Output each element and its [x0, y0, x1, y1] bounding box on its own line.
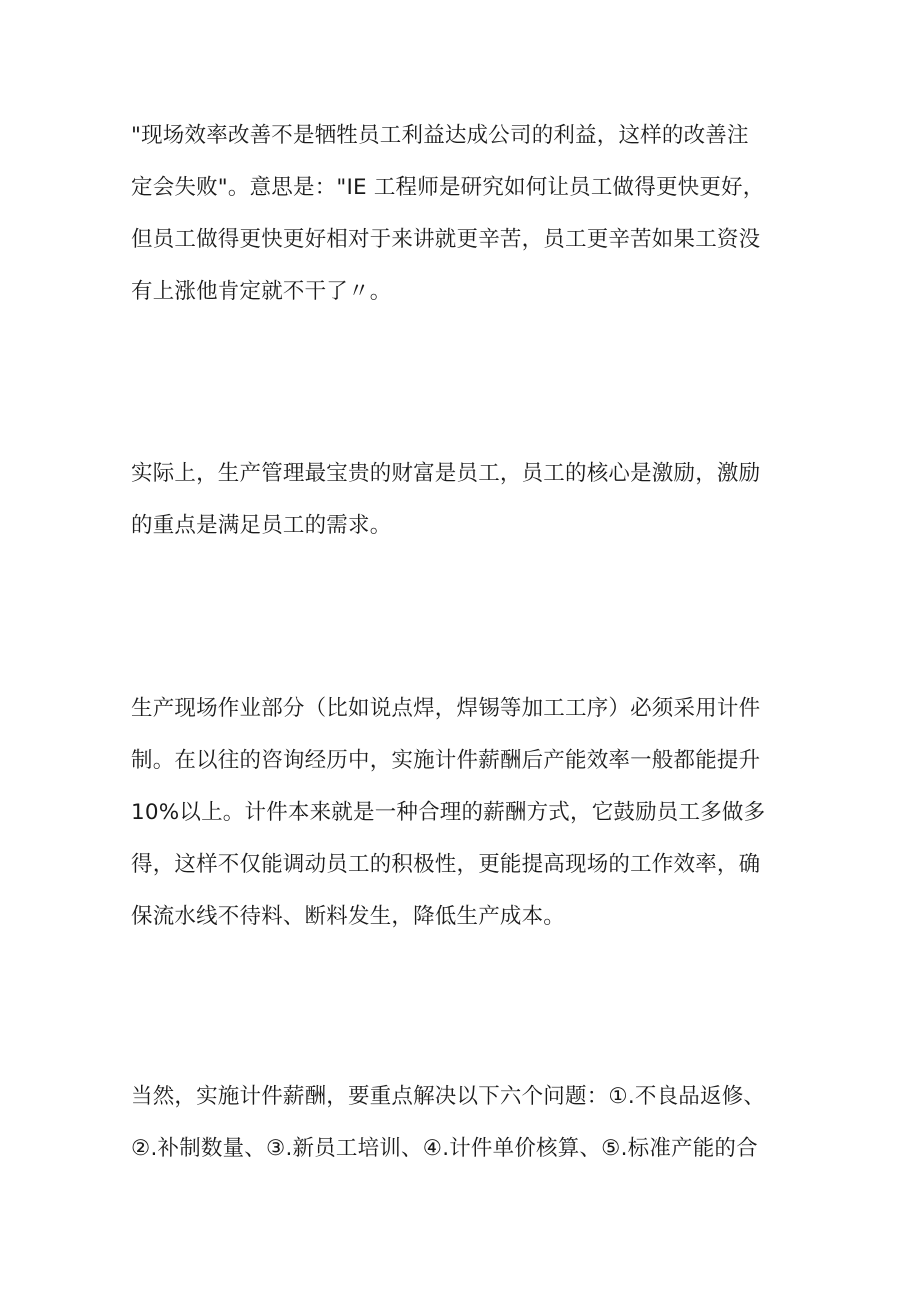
text-line: 保流水线不待料、断料发生，降低生产成本。 — [131, 904, 566, 929]
text-line: 但员工做得更快更好相对于来讲就更辛苦，员工更辛苦如果工资没 — [131, 227, 761, 252]
text-line: 当然，实施计件薪酬，要重点解决以下六个问题：①.不良品返修、 — [131, 1084, 766, 1109]
paragraph-six-issues — [131, 1071, 806, 1175]
text-line: 的重点是满足员工的需求。 — [131, 513, 392, 538]
paragraph-efficiency-improvement — [131, 110, 806, 318]
text-line: ②.补制数量、③.新员工培训、④.计件单价核算、⑤.标准产能的合 — [131, 1136, 758, 1161]
text-line: 10%以上。计件本来就是一种合理的薪酬方式，它鼓励员工多做多 — [131, 800, 766, 825]
text-line: 有上涨他肯定就不干了〃。 — [131, 279, 392, 304]
text-line: 制。在以往的咨询经历中，实施计件薪酬后产能效率一般都能提升 — [131, 748, 761, 773]
paragraph-employee-incentive — [131, 448, 806, 552]
paragraph-piecework-system — [131, 683, 806, 943]
text-line: 实际上，生产管理最宝贵的财富是员工，员工的核心是激励，激励 — [131, 461, 761, 486]
text-line: 定会失败"。意思是："IE 工程师是研究如何让员工做得更快更好， — [131, 175, 765, 200]
text-line: "现场效率改善不是牺牲员工利益达成公司的利益，这样的改善注 — [131, 123, 749, 148]
text-line: 得，这样不仅能调动员工的积极性，更能提高现场的工作效率，确 — [131, 852, 761, 877]
text-line: 生产现场作业部分（比如说点焊，焊锡等加工工序）必须采用计件 — [131, 696, 761, 721]
